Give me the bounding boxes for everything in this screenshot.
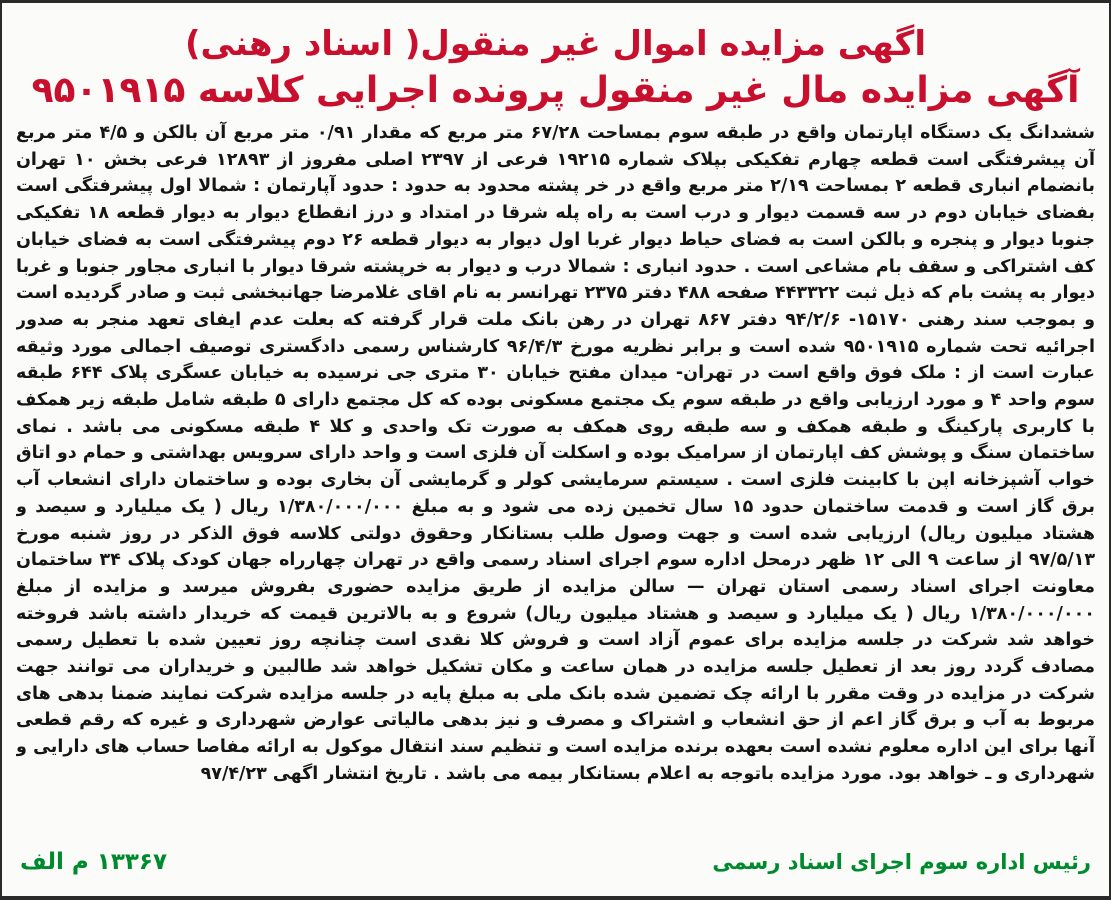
notice-body: ششدانگ یک دستگاه اپارتمان واقع در طبقه سوم بمساحت ۶۷/۲۸ متر مربع که مقدار ۰/۹۱ متر مربع آن بالکن و ۴/۵ متر مربع آن پیشرفتگی است قطعه چهارم تفکیکی بپلاک شماره ۱۹۲۱۵ فرعی از ۲۳۹۷ اصلی مفروز از ۱۲۸۹۳ فرعی بخش ۱۰ تهران بانضمام انباری قطعه ۲ بمساحت ۲/۱۹ متر مربع واقع در خر پشته محدود به حدود : حدود آپارتمان : شمالا اول پیشرفتگی است بفضای خیابان دوم در سه قسمت دیوار و درب است به راه پله شرقا در امتداد و درز انقطاع دیوار به دیوار قطعه ۱۸ تفکیکی جنوبا دیوار و پنجره و بالکن است به فضای حیاط دیوار غربا اول دیوار به دیوار قطعه ۲۶ دوم پیشرفتگی است به فضای خیابان کف اشتراکی و سقف بام مشاعی است . حدود انباری : شمالا درب و دیوار به خرپشته شرقا دیوار با انباری مجاور جنوبا و غربا دیوار به پشت بام که ذیل ثبت ۴۴۳۳۲۲ صفحه ۴۸۸ دفتر ۲۳۷۵ تهرانسر به نام اقای غلامرضا جهانبخشی ثبت و صادر گردیده است و بموجب سند رهنی ۱۵۱۷۰- ۹۴/۲/۶ دفتر ۸۶۷ تهران در رهن بانک ملت قرار گرفته که بعلت عدم ایفای تعهد منجر به صدور اجرائیه تحت شماره ۹۵۰۱۹۱۵ شده است و برابر نظریه مورخ ۹۶/۴/۳ کارشناس رسمی دادگستری توصیف اجمالی مورد وثیقه عبارت است از : ملک فوق واقع است در تهران- میدان مفتح خیابان ۳۰ متری جی نرسیده به خیابان عسگری پلاک ۶۴۴ طبقه سوم واحد ۴ و مورد ارزیابی واقع در طبقه سوم یک مجتمع مسکونی بوده که کل مجتمع دارای ۵ طبقه شامل طبقه زیر همکف با کاربری پارکینگ و طبقه همکف و سه طبقه روی همکف به صورت تک واحدی و کلا ۴ طبقه مسکونی می باشد . نمای ساختمان سنگ و پوشش کف اپارتمان از سرامیک بوده و اسکلت آن فلزی است و واحد دارای سرویس بهداشتی و حمام دو اتاق خواب آشپزخانه اپن با کابینت فلزی است . سیستم سرمایشی کولر و گرمایشی آن بخاری بوده و ساختمان دارای انشعاب آب برق گاز است و قدمت ساختمان حدود ۱۵ سال تخمین زده می شود و به مبلغ ۱/۳۸۰/۰۰۰/۰۰۰ ریال ( یک میلیارد و سیصد و هشتاد میلیون ریال) ارزیابی شده است و جهت وصول طلب بستانکار وحقوق دولتی کلاسه فوق الذکر در روز شنبه مورخ ۹۷/۵/۱۳ از ساعت ۹ الی ۱۲ ظهر درمحل اداره سوم اجرای اسناد رسمی واقع در تهران چهارراه جهان کودک پلاک ۳۴ ساختمان معاونت اجرای اسناد رسمی استان تهران — سالن مزایده از طریق مزایده حضوری بفروش میرسد و مزایده از مبلغ ۱/۳۸۰/۰۰۰/۰۰۰ ریال ( یک میلیارد و سیصد و هشتاد میلیون ریال) شروع و به بالاترین قیمت که خریدار داشته باشد فروخته خواهد شد شرکت در جلسه مزایده برای عموم آزاد است و فروش کلا نقدی است چنانچه روز تعیین شده با تعطیل رسمی مصادف گردد روز بعد از تعطیل جلسه مزایده در همان ساعت و مکان تشکیل خواهد شد طالبین و خریداران می توانند جهت شرکت در مزایده در وقت مقرر با ارائه چک تضمین شده بانک ملی به مبلغ پایه در جلسه مزایده شرکت نمایند ضمنا بدهی های مربوط به آب و برق گاز اعم از حق انشعاب و اشتراک و مصرف و نیز بدهی مالیاتی عوارض شهرداری و غیره که رقم قطعی آنها برای این اداره معلوم نشده است بعهده برنده مزایده است و تنظیم سند انتقال موکول به ارائه مفاصا حساب های دارایی و شهرداری و ـ خواهد بود. مورد مزایده باتوجه به اعلام بستانکار بیمه می باشد . تاریخ انتشار اگهی ۹۷/۴/۲۳ xyxy=(16,123,1095,784)
notice-footer xyxy=(20,844,1091,880)
notice-code: ۱۳۳۶۷ م الف xyxy=(20,849,167,875)
signature-title: رئیس اداره سوم اجرای اسناد رسمی xyxy=(712,850,1091,874)
notice-subtitle: آگهی مزایده مال غیر منقول پرونده اجرایی کلاسه ۹۵۰۱۹۱۵ xyxy=(31,70,1080,111)
bottom-border xyxy=(2,896,1109,900)
top-border xyxy=(2,0,1109,3)
notice-title: اگهی مزایده اموال غیر منقول( اسناد رهنی) xyxy=(185,24,926,64)
